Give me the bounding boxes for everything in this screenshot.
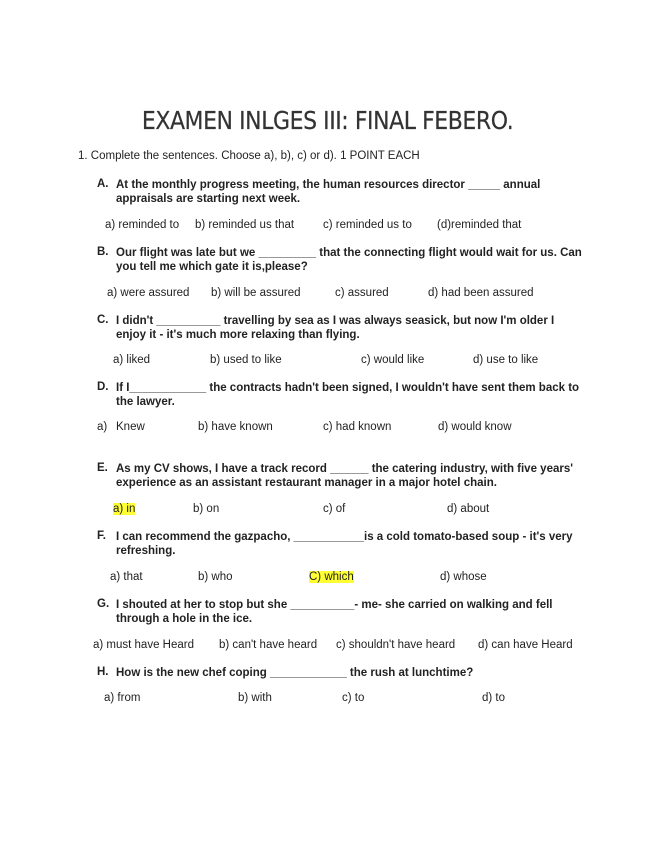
question-letter: C. [97, 314, 109, 326]
question-letter: E. [97, 462, 108, 474]
option-a[interactable]: a) were assured [107, 287, 190, 299]
option-d[interactable]: d) can have Heard [478, 639, 573, 651]
question-letter: G. [97, 598, 110, 610]
option-c[interactable]: c) of [323, 503, 346, 515]
option-c[interactable]: c) shouldn't have heard [336, 639, 456, 651]
question-letter: A. [97, 178, 109, 190]
option-b[interactable]: b) have known [198, 421, 273, 433]
option-c[interactable]: c) reminded us to [323, 219, 412, 231]
question-letter: B. [97, 246, 109, 258]
option-b[interactable]: b) who [198, 571, 233, 583]
option-c[interactable]: c) had known [323, 421, 392, 433]
option-b[interactable]: b) on [193, 503, 220, 515]
option-a[interactable]: a) from [104, 692, 141, 704]
question-text: As my CV shows, I have a track record ______ the catering industry, with five years' experience as an assistant restaurant manager in a major hotel chain. [116, 463, 573, 489]
question-text: I didn't __________ travelling by sea as I was always seasick, but now I'm older I enjoy it - it's much more relaxing than flying. [116, 315, 555, 341]
option-d[interactable]: d) had been assured [428, 287, 534, 299]
question-text: I shouted at her to stop but she __________- me- she carried on walking and fell through a hole in the ice. [116, 599, 553, 625]
option-a[interactable]: a) must have Heard [93, 639, 194, 651]
option-c[interactable]: c) would like [361, 354, 425, 366]
option-d[interactable]: d) about [447, 503, 490, 515]
option-b[interactable]: b) will be assured [211, 287, 301, 299]
question-text: Our flight was late but we _________ that the connecting flight would wait for us. Can you tell me which gate it is,please? [116, 247, 582, 273]
option-d[interactable]: (d)reminded that [437, 219, 522, 231]
option-d[interactable]: d) whose [440, 571, 487, 583]
question-letter: H. [97, 666, 109, 678]
option-c-highlighted[interactable]: C) which [309, 571, 354, 583]
option-b[interactable]: b) with [238, 692, 272, 704]
question-text: How is the new chef coping ____________ the rush at lunchtime? [116, 667, 474, 679]
question-letter: D. [97, 381, 109, 393]
option-d[interactable]: d) would know [438, 421, 512, 433]
option-b[interactable]: b) reminded us that [195, 219, 295, 231]
option-b[interactable]: b) can't have heard [219, 639, 318, 651]
question-letter: F. [97, 530, 106, 542]
question-text: If I____________ the contracts hadn't been signed, I wouldn't have sent them back to the lawyer. [116, 382, 580, 408]
option-c[interactable]: c) assured [335, 287, 389, 299]
option-a[interactable]: a) liked [113, 354, 151, 366]
instruction: 1. Complete the sentences. Choose a), b), c) or d). 1 POINT EACH [78, 150, 420, 162]
option-d[interactable]: d) use to like [473, 354, 539, 366]
option-a-label[interactable]: a) [97, 421, 108, 433]
option-a[interactable]: a) that [110, 571, 143, 583]
question-text: At the monthly progress meeting, the human resources director _____ annual appraisals are starting next week. [116, 179, 541, 205]
page-title: EXAMEN INLGES III: FINAL FEBERO. [141, 106, 514, 135]
option-c[interactable]: c) to [342, 692, 365, 704]
option-a[interactable]: a) reminded to [105, 219, 180, 231]
option-a-highlighted[interactable]: a) in [113, 503, 136, 515]
option-a-text[interactable]: Knew [116, 421, 145, 433]
option-b[interactable]: b) used to like [210, 354, 282, 366]
question-text: I can recommend the gazpacho, ___________is a cold tomato-based soup - it's very refreshing. [116, 531, 573, 557]
option-d[interactable]: d) to [482, 692, 506, 704]
